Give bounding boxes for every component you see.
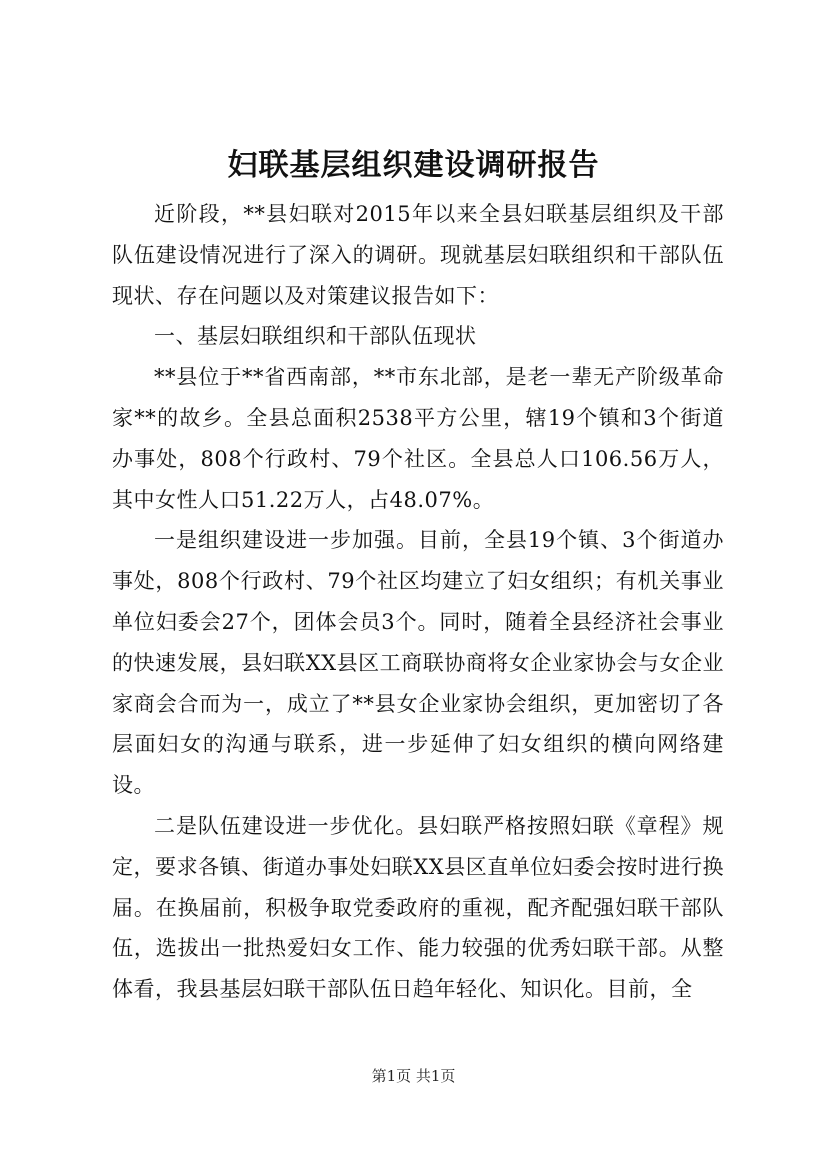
section-heading: 一、基层妇联组织和干部队伍现状 bbox=[154, 324, 477, 349]
document-body bbox=[112, 194, 724, 1010]
page-footer: 第1页 共1页 bbox=[371, 1067, 456, 1085]
paragraph-overview: **县位于**省西南部，**市东北部，是老一辈无产阶级革命家**的故乡。全县总面积2538平方公里，辖19个镇和3个街道办事处，808个行政村、79个社区。全县总人口106.56万人，其中女性人口51.22万人，占48.07%。 bbox=[112, 365, 724, 512]
paragraph-organization: 一是组织建设进一步加强。目前，全县19个镇、3个街道办事处，808个行政村、79个社区均建立了妇女组织；有机关事业单位妇委会27个，团体会员3个。同时，随着全县经济社会事业的快速发展，县妇联XX县区工商联协商将女企业家协会与女企业家商会合而为一，成立了**县女企业家协会组织，更加密切了各层面妇女的沟通与联系，进一步延伸了妇女组织的横向网络建设。 bbox=[112, 528, 724, 798]
paragraph-team: 二是队伍建设进一步优化。县妇联严格按照妇联《章程》规定，要求各镇、街道办事处妇联XX县区直单位妇委会按时进行换届。在换届前，积极争取党委政府的重视，配齐配强妇联干部队伍，选拔出一批热爱妇女工作、能力较强的优秀妇联干部。从整体看，我县基层妇联干部队伍日趋年轻化、知识化。目前，全 bbox=[112, 813, 724, 1002]
paragraph-intro: 近阶段，**县妇联对2015年以来全县妇联基层组织及干部队伍建设情况进行了深入的调研。现就基层妇联组织和干部队伍现状、存在问题以及对策建议报告如下： bbox=[112, 202, 724, 308]
document-title: 妇联基层组织建设调研报告 bbox=[227, 148, 600, 183]
